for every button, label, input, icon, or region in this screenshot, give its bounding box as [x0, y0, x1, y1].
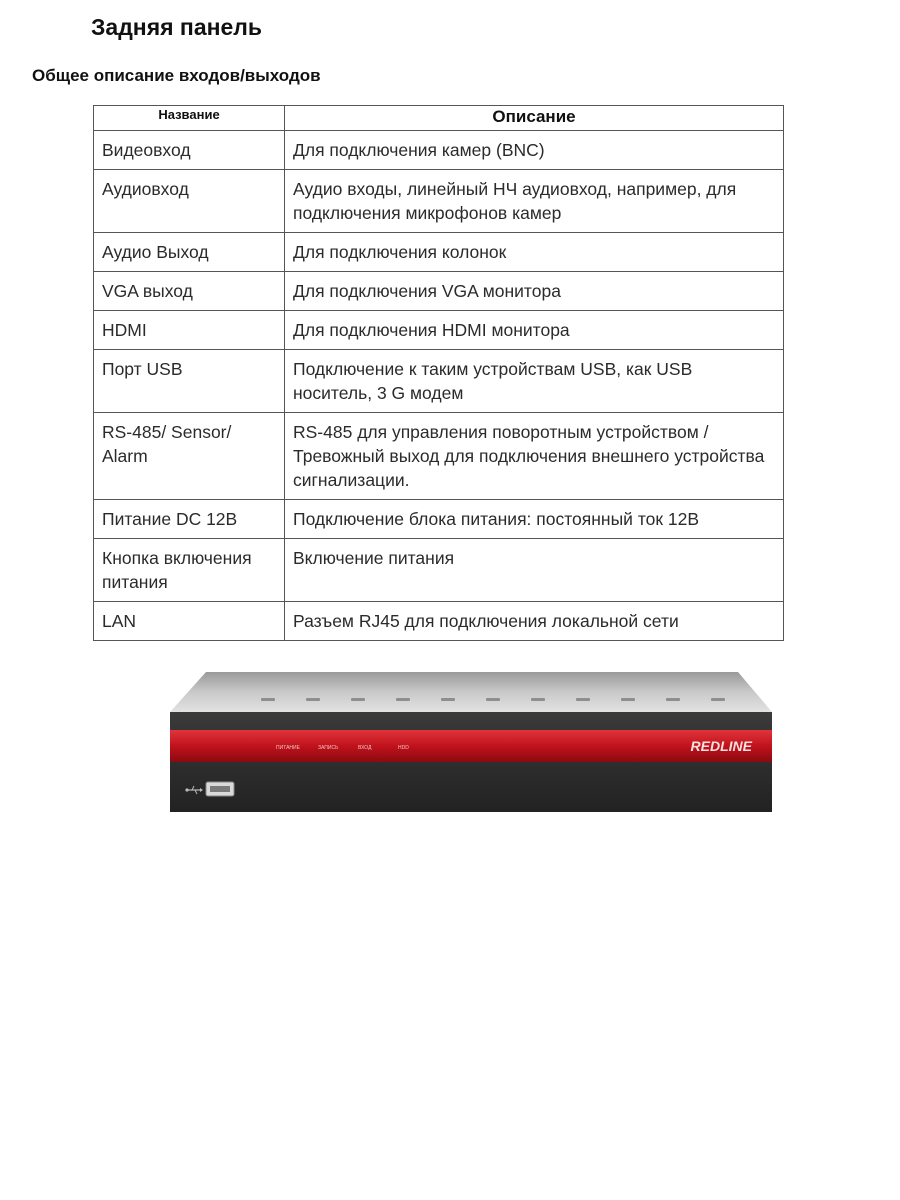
indicator-input: ВХОД: [358, 745, 372, 751]
table-row: [94, 539, 784, 602]
device-brand-logo: REDLINE: [690, 738, 752, 754]
indicator-record: ЗАПИСЬ: [318, 745, 339, 751]
table-row: [94, 602, 784, 641]
row-description: RS-485 для управления поворотным устройством /Тревожный выход для подключения внешнего устройства сигнализации.: [285, 413, 784, 500]
row-description: Для подключения VGA монитора: [285, 272, 784, 311]
row-description: Для подключения HDMI монитора: [285, 311, 784, 350]
row-description: Аудио входы, линейный НЧ аудиовход, например, для подключения микрофонов камер: [285, 170, 784, 233]
dvr-device-image: [166, 668, 778, 818]
table-row: [94, 170, 784, 233]
table-header-row: [94, 106, 784, 131]
page-title: Задняя панель: [91, 14, 263, 40]
row-description: Включение питания: [285, 539, 784, 602]
row-name: HDMI: [94, 311, 285, 350]
row-name: Питание DC 12В: [94, 500, 285, 539]
row-description: Подключение блока питания: постоянный ток 12В: [285, 500, 784, 539]
header-name: Название: [94, 106, 285, 131]
table-row: [94, 272, 784, 311]
row-name: Аудиовход: [94, 170, 285, 233]
table-row: [94, 500, 784, 539]
row-name: Порт USB: [94, 350, 285, 413]
device-top: [170, 672, 772, 712]
table-row: [94, 350, 784, 413]
row-name: VGA выход: [94, 272, 285, 311]
row-description: Подключение к таким устройствам USB, как USB носитель, 3 G модем: [285, 350, 784, 413]
device-red-band: [170, 730, 772, 762]
row-name: Кнопка включения питания: [94, 539, 285, 602]
table-row: [94, 311, 784, 350]
table-row: [94, 131, 784, 170]
row-name: Видеовход: [94, 131, 285, 170]
row-description: Для подключения колонок: [285, 233, 784, 272]
indicator-power: ПИТАНИЕ: [276, 745, 300, 751]
row-name: RS-485/ Sensor/ Alarm: [94, 413, 285, 500]
table-row: [94, 233, 784, 272]
row-description: Разъем RJ45 для подключения локальной сети: [285, 602, 784, 641]
table-row: [94, 413, 784, 500]
indicator-hdd: HDD: [398, 745, 409, 751]
header-description: Описание: [285, 106, 784, 131]
io-table: [93, 105, 784, 641]
row-description: Для подключения камер (BNC): [285, 131, 784, 170]
row-name: LAN: [94, 602, 285, 641]
row-name: Аудио Выход: [94, 233, 285, 272]
section-title: Общее описание входов/выходов: [32, 66, 321, 85]
